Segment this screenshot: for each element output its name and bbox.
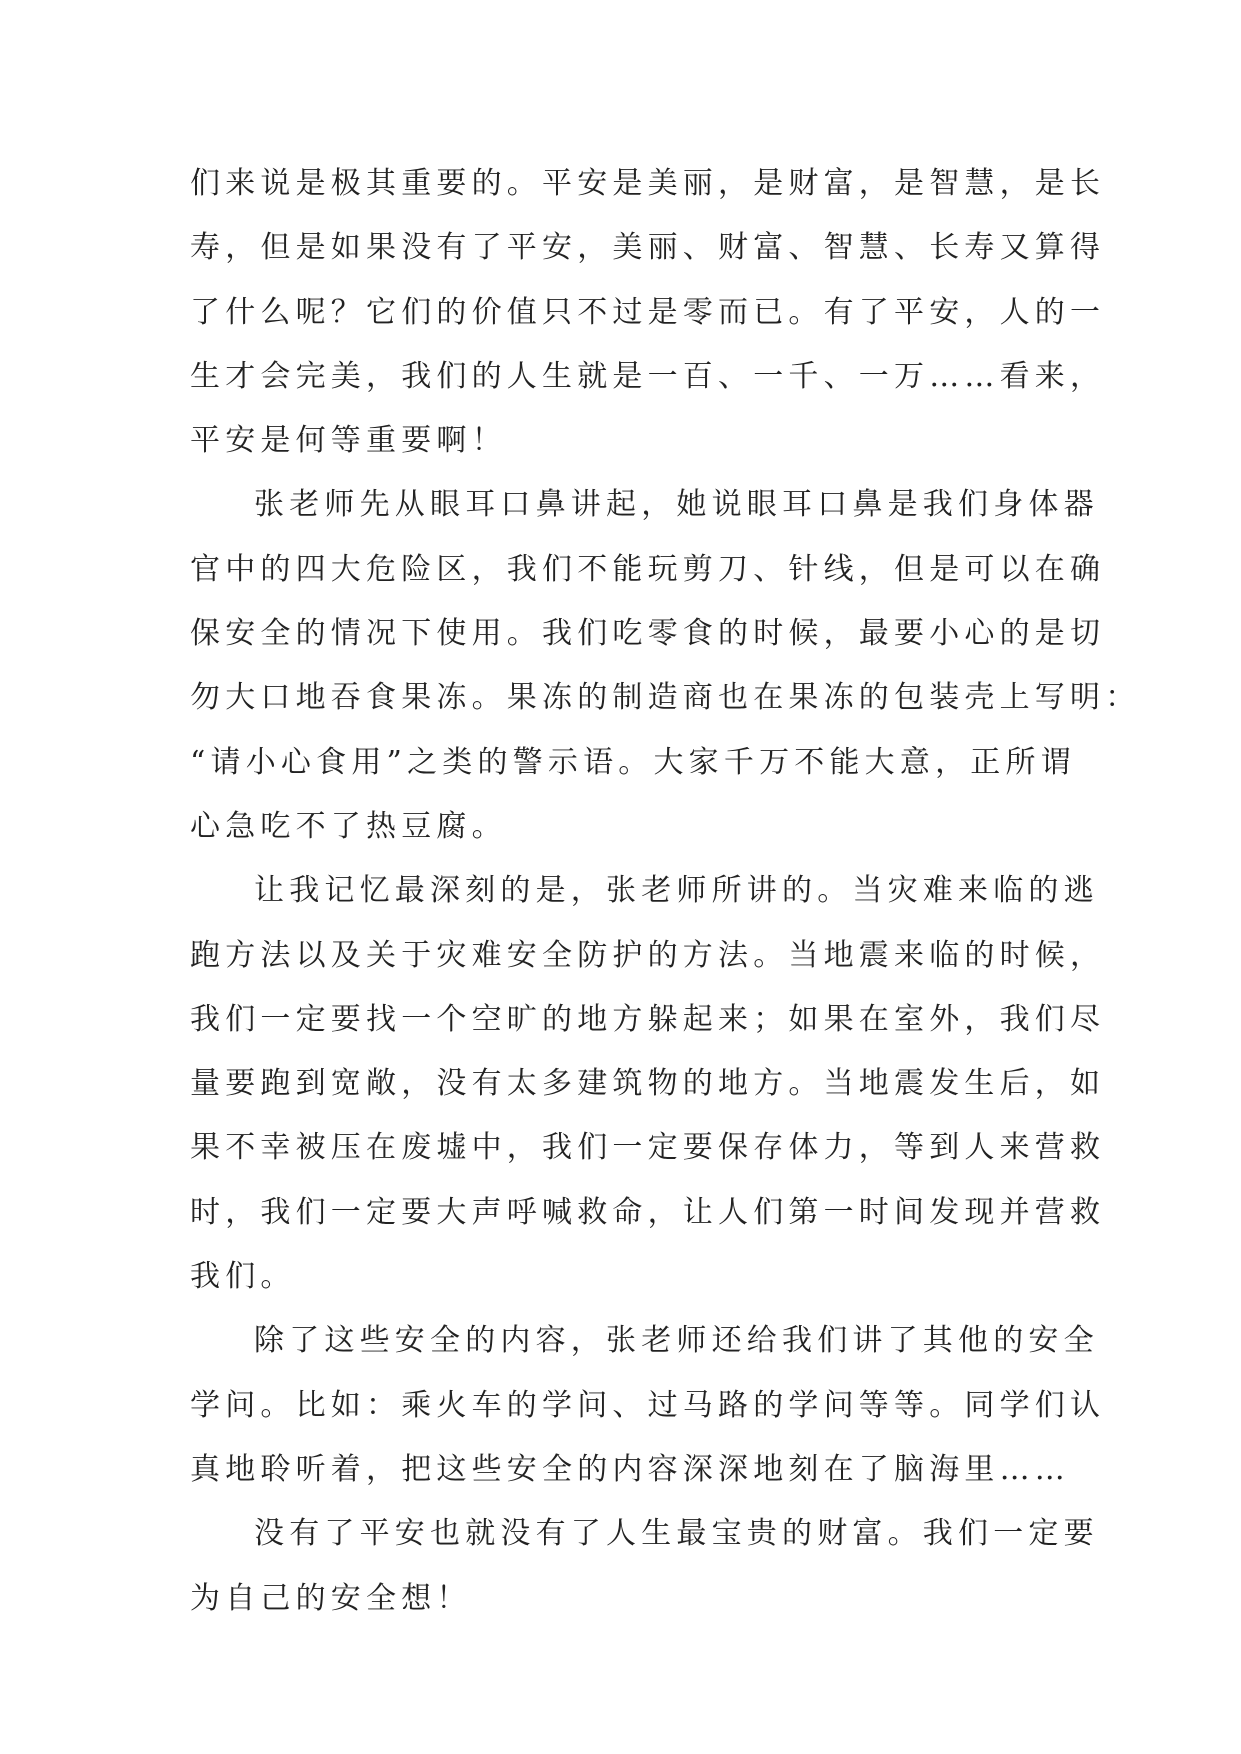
text-line: 学问。比如：乘火车的学问、过马路的学问等等。同学们认 bbox=[190, 1387, 1106, 1423]
text-line: 我们。 bbox=[190, 1259, 296, 1295]
text-line: 让我记忆最深刻的是，张老师所讲的。当灾难来临的逃 bbox=[254, 873, 1099, 909]
text-line: 时，我们一定要大声呼喊救命，让人们第一时间发现并营救 bbox=[190, 1194, 1106, 1230]
text-line: 平安是何等重要啊！ bbox=[190, 423, 507, 459]
paragraph-2 bbox=[190, 473, 1141, 859]
text-line: 寿，但是如果没有了平安，美丽、财富、智慧、长寿又算得 bbox=[190, 230, 1106, 266]
text-line: 我们一定要找一个空旷的地方躲起来；如果在室外，我们尽 bbox=[190, 1001, 1106, 1037]
text-line: 保安全的情况下使用。我们吃零食的时候，最要小心的是切 bbox=[190, 616, 1106, 652]
text-line: 了什么呢？它们的价值只不过是零而已。有了平安，人的一 bbox=[190, 294, 1106, 330]
text-line: 没有了平安也就没有了人生最宝贵的财富。我们一定要 bbox=[254, 1516, 1099, 1552]
text-line: 张老师先从眼耳口鼻讲起，她说眼耳口鼻是我们身体器 bbox=[254, 487, 1099, 523]
paragraph-1 bbox=[190, 152, 1106, 473]
text-line: 果不幸被压在废墟中，我们一定要保存体力，等到人来营救 bbox=[190, 1130, 1106, 1166]
text-line: 真地聆听着，把这些安全的内容深深地刻在了脑海里…… bbox=[190, 1451, 1070, 1487]
text-line: 量要跑到宽敞，没有太多建筑物的地方。当地震发生后，如 bbox=[190, 1066, 1106, 1102]
text-line: 除了这些安全的内容，张老师还给我们讲了其他的安全 bbox=[254, 1323, 1099, 1359]
text-line: 跑方法以及关于灾难安全防护的方法。当地震来临的时候， bbox=[190, 937, 1106, 973]
text-line: 官中的四大危险区，我们不能玩剪刀、针线，但是可以在确 bbox=[190, 551, 1106, 587]
paragraph-3 bbox=[190, 859, 1106, 1309]
paragraph-5 bbox=[190, 1502, 1099, 1631]
document-body bbox=[190, 152, 1141, 1631]
paragraph-4 bbox=[190, 1309, 1106, 1502]
text-line: 们来说是极其重要的。平安是美丽，是财富，是智慧，是长 bbox=[190, 166, 1106, 201]
text-line: 为自己的安全想！ bbox=[190, 1580, 472, 1616]
text-line: 勿大口地吞食果冻。果冻的制造商也在果冻的包装壳上写明： bbox=[190, 680, 1141, 716]
text-line: 生才会完美，我们的人生就是一百、一千、一万……看来， bbox=[190, 358, 1106, 394]
text-line: “请小心食用”之类的警示语。大家千万不能大意，正所谓 bbox=[190, 744, 1076, 780]
text-line: 心急吃不了热豆腐。 bbox=[190, 808, 507, 844]
